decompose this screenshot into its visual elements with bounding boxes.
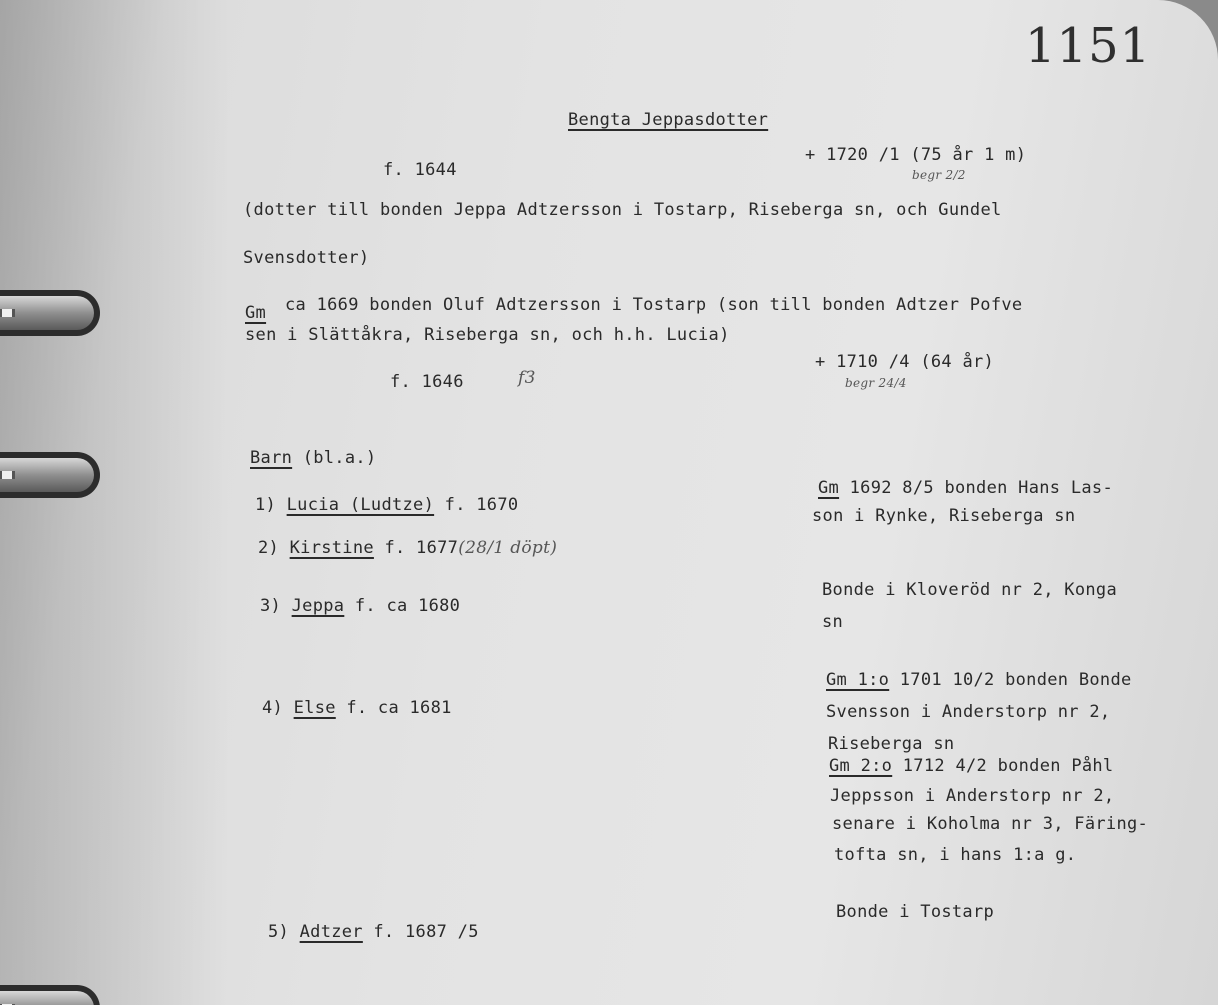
child-info: f. 1687 /5 bbox=[373, 922, 479, 942]
child-row bbox=[255, 495, 518, 515]
note-else-line-5: Jeppsson i Anderstorp nr 2, bbox=[830, 786, 1115, 806]
child-row bbox=[260, 596, 460, 616]
husband-death: + 1710 /4 (64 år) bbox=[815, 352, 995, 372]
child-number: 5) bbox=[268, 922, 290, 942]
child-number: 3) bbox=[260, 596, 282, 616]
marriage-line-2: sen i Slättåkra, Riseberga sn, och h.h. Lucia) bbox=[245, 325, 730, 345]
death-date: + 1720 /1 (75 år 1 m) bbox=[805, 145, 1027, 165]
note-gm-label: Gm bbox=[818, 478, 840, 498]
child-handwritten-note: (28/1 döpt) bbox=[458, 538, 558, 558]
note-text: 1712 4/2 bonden Påhl bbox=[902, 756, 1114, 776]
note-jeppa-line-1: Bonde i Kloveröd nr 2, Konga bbox=[822, 580, 1117, 600]
note-else-line-4 bbox=[829, 756, 1113, 776]
binder-ring-upper bbox=[0, 290, 100, 336]
child-row bbox=[258, 538, 557, 558]
death-handwritten-note: begr 2/2 bbox=[912, 168, 966, 182]
note-jeppa-line-2: sn bbox=[822, 612, 844, 632]
note-text: 1701 10/2 bonden Bonde bbox=[899, 670, 1132, 690]
page-number: 1151 bbox=[1025, 18, 1152, 74]
children-heading-wrap bbox=[250, 448, 376, 468]
note-else-line-2: Svensson i Anderstorp nr 2, bbox=[826, 702, 1111, 722]
note-gm2-label: Gm 2:o bbox=[829, 756, 893, 776]
child-name: Lucia (Ludtze) bbox=[286, 495, 435, 515]
child-name: Adtzer bbox=[299, 922, 363, 942]
child-info: f. 1670 bbox=[444, 495, 519, 515]
note-lucia-line-2: son i Rynke, Riseberga sn bbox=[812, 506, 1076, 526]
note-else-line-6: senare i Koholma nr 3, Färing- bbox=[832, 814, 1149, 834]
note-else-line-7: tofta sn, i hans 1:a g. bbox=[834, 845, 1077, 865]
note-gm1-label: Gm 1:o bbox=[826, 670, 890, 690]
binder-shadow bbox=[0, 0, 230, 1005]
child-name: Else bbox=[293, 698, 336, 718]
binder-ring-lower bbox=[0, 452, 100, 498]
marriage-gm-label: Gm bbox=[245, 303, 267, 323]
husband-death-note: begr 24/4 bbox=[845, 376, 907, 390]
parents-line-2: Svensdotter) bbox=[243, 248, 370, 268]
parents-line-1: (dotter till bonden Jeppa Adtzersson i Tostarp, Riseberga sn, och Gundel bbox=[243, 200, 1002, 220]
note-text: 1692 8/5 bonden Hans Las- bbox=[849, 478, 1113, 498]
child-info: f. ca 1680 bbox=[354, 596, 461, 616]
child-row bbox=[268, 922, 479, 942]
children-heading: Barn bbox=[250, 448, 293, 468]
child-number: 2) bbox=[258, 538, 280, 558]
child-name: Kirstine bbox=[289, 538, 374, 558]
child-info: f. ca 1681 bbox=[346, 698, 452, 718]
page-title: Bengta Jeppasdotter bbox=[568, 110, 769, 130]
birth-date: f. 1644 bbox=[383, 160, 457, 180]
child-info: f. 1677 bbox=[384, 538, 459, 558]
note-else-line-3: Riseberga sn bbox=[828, 734, 955, 754]
husband-birth-note: f3 bbox=[518, 368, 536, 388]
note-lucia-line-1 bbox=[818, 478, 1113, 498]
child-number: 1) bbox=[255, 495, 277, 515]
child-row bbox=[262, 698, 452, 718]
child-name: Jeppa bbox=[291, 596, 345, 616]
child-number: 4) bbox=[262, 698, 284, 718]
children-heading-suffix: (bl.a.) bbox=[302, 448, 377, 468]
binder-ring-bottom bbox=[0, 985, 100, 1005]
marriage-line-1: ca 1669 bonden Oluf Adtzersson i Tostarp (son till bonden Adtzer Pofve bbox=[285, 295, 1023, 315]
note-adtzer-line-1: Bonde i Tostarp bbox=[836, 902, 995, 922]
note-else-line-1 bbox=[826, 670, 1132, 690]
husband-birth: f. 1646 bbox=[390, 372, 464, 392]
